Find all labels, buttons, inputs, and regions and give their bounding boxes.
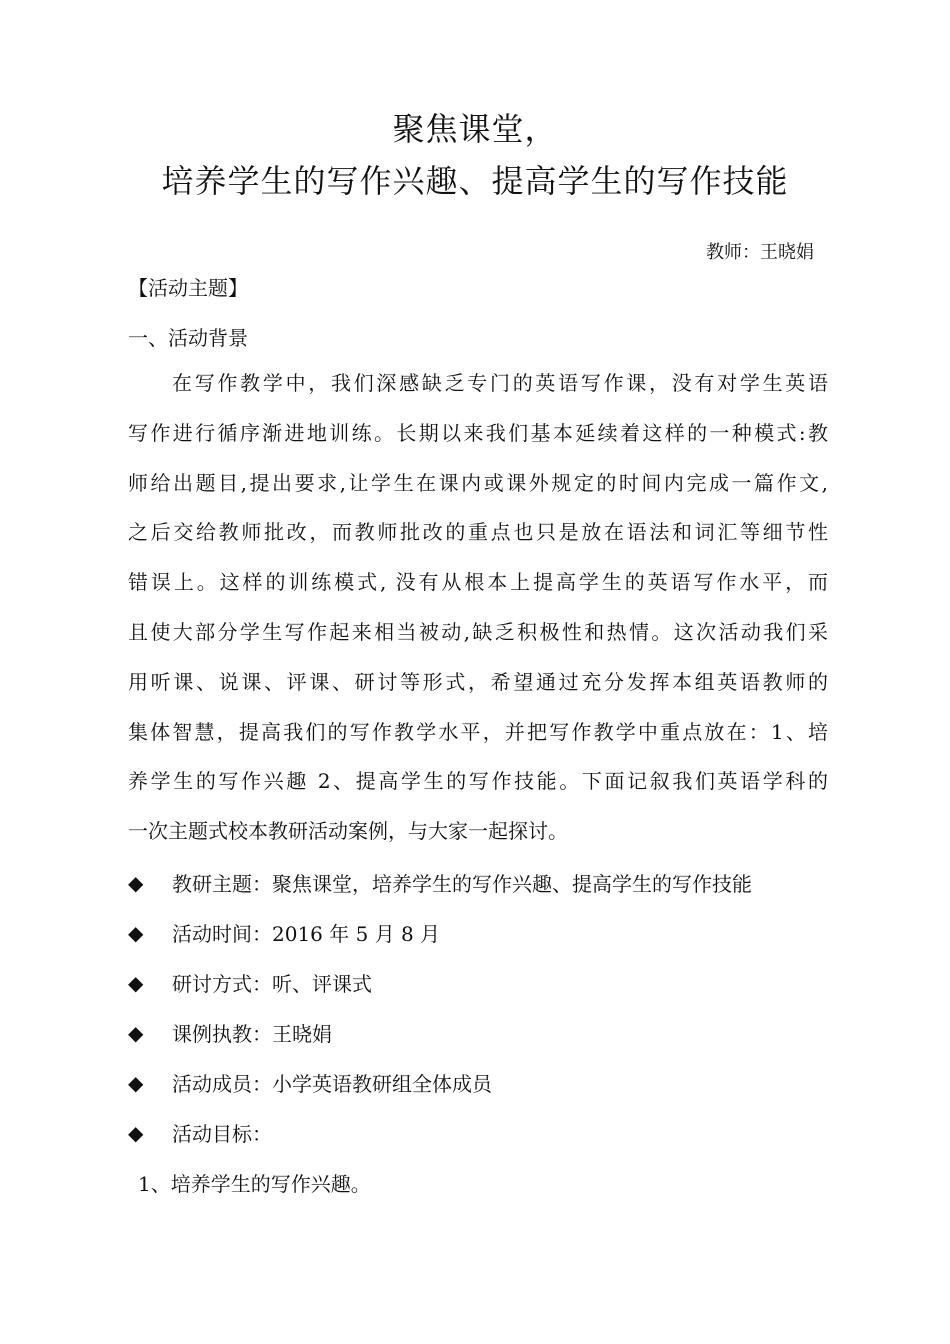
- bullet-item: [128, 968, 372, 997]
- paragraph-line: 错误上。这样的训练模式, 没有从根本上提高学生的英语写作水平，而: [128, 570, 828, 595]
- bullet-text: 活动目标：: [172, 1122, 272, 1146]
- diamond-bullet-icon: ◆: [128, 1070, 144, 1095]
- paragraph-line: 师给出题目,提出要求,让学生在课内或课外规定的时间内完成一篇作文,: [128, 470, 828, 495]
- goal-item: 1、培养学生的写作兴趣。: [138, 1172, 371, 1196]
- bullet-item: [128, 918, 440, 947]
- diamond-bullet-icon: ◆: [128, 1120, 144, 1145]
- paragraph-line: 养学生的写作兴趣 2、提高学生的写作技能。下面记叙我们英语学科的: [128, 769, 828, 794]
- bullet-text: 教研主题：聚焦课堂，培养学生的写作兴趣、提高学生的写作技能: [172, 872, 752, 896]
- paragraph-line: 在写作教学中，我们深感缺乏专门的英语写作课，没有对学生英语: [172, 371, 828, 395]
- paragraph-line: 且使大部分学生写作起来相当被动,缺乏积极性和热情。这次活动我们采: [128, 619, 828, 644]
- paragraph-line: 集体智慧，提高我们的写作教学水平，并把写作教学中重点放在：1、培: [128, 719, 828, 744]
- paragraph-line: 用听课、说课、评课、研讨等形式，希望通过充分发挥本组英语教师的: [128, 669, 828, 694]
- author-line: 教师：王晓娟: [706, 242, 814, 263]
- bullet-text: 课例执教：王晓娟: [172, 1022, 332, 1046]
- bullet-item: [128, 868, 752, 897]
- title-line-2: 培养学生的写作兴趣、提高学生的写作技能: [161, 162, 789, 200]
- paragraph-line: 写作进行循序渐进地训练。长期以来我们基本延续着这样的一种模式:教: [128, 420, 828, 445]
- bullet-text: 活动成员：小学英语教研组全体成员: [172, 1072, 492, 1096]
- paragraph-line: 之后交给教师批改，而教师批改的重点也只是放在语法和词汇等细节性: [128, 520, 828, 545]
- section-background-heading: 一、活动背景: [128, 326, 248, 350]
- title-line-1: 聚焦课堂，: [392, 110, 558, 148]
- background-paragraph: [128, 359, 828, 857]
- bullet-text: 研讨方式：听、评课式: [172, 972, 372, 996]
- diamond-bullet-icon: ◆: [128, 1020, 144, 1045]
- diamond-bullet-icon: ◆: [128, 970, 144, 995]
- diamond-bullet-icon: ◆: [128, 870, 144, 895]
- diamond-bullet-icon: ◆: [128, 920, 144, 945]
- bullet-text: 活动时间：2016 年 5 月 8 月: [172, 922, 441, 946]
- bullet-item: [128, 1068, 492, 1097]
- bullet-item: [128, 1118, 272, 1147]
- section-theme-heading: 【活动主题】: [128, 276, 248, 300]
- paragraph-line: 一次主题式校本教研活动案例，与大家一起探讨。: [128, 819, 568, 844]
- bullet-item: [128, 1018, 332, 1047]
